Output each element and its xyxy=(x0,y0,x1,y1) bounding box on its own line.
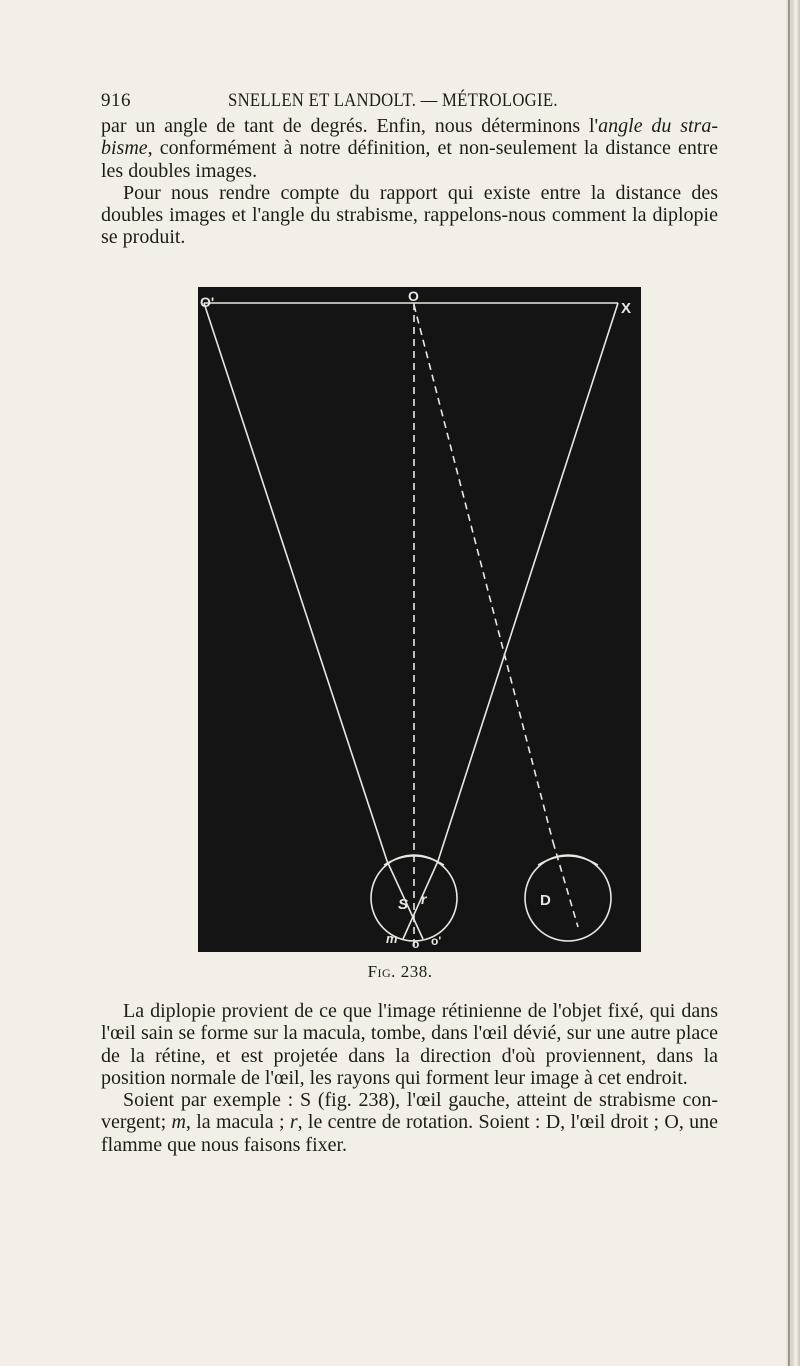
top-text-block xyxy=(101,115,718,249)
paragraph xyxy=(101,182,718,249)
label-o-prime: O' xyxy=(200,294,215,310)
label-x: X xyxy=(621,300,632,317)
label-o-prime-bottom: o' xyxy=(431,934,442,948)
label-m: m xyxy=(386,931,398,946)
page-edge-shadow xyxy=(788,0,790,1366)
text-segment: par un angle de tant de degrés. Enfin, nous déterminons l' xyxy=(101,115,599,137)
figure-background xyxy=(198,287,641,952)
italic-text: angle du stra- xyxy=(598,115,718,137)
label-o-bottom: o xyxy=(412,937,420,951)
italic-text: m xyxy=(171,1111,186,1134)
figure-caption-number: 238. xyxy=(400,962,433,981)
bottom-text-block xyxy=(101,1000,718,1156)
label-s: S xyxy=(398,896,409,913)
italic-text: bisme xyxy=(101,137,148,160)
figure-caption xyxy=(0,962,800,982)
page-number: 916 xyxy=(101,90,131,111)
label-d: D xyxy=(540,892,551,909)
italic-text: r xyxy=(289,1111,298,1134)
text-segment: , le centre de rotation. Soient : D, l'œil droit ; O, une flamme que nous faisons fixer. xyxy=(101,1111,719,1156)
label-o: O xyxy=(408,288,419,304)
figure-caption-word: Fig. xyxy=(367,962,396,981)
text-segment: , conformément à notre définition, et non-seulement la distance entre les doubles images. xyxy=(101,137,718,182)
running-title: SNELLEN ET LANDOLT. — MÉTROLOGIE. xyxy=(228,90,558,111)
text-segment: La diplopie provient de ce que l'image rétinienne de l'objet fixé, qui dans l'œil sain se forme sur la macula, tombe, dans l'œil dévié, sur une autre place de la rétine, et est projetée dans la direction d'où proviennent, dans la position normale de l'œil, les rayons qui forment leur image à cet endroit. xyxy=(101,1000,718,1089)
figure-238 xyxy=(198,287,641,952)
text-segment: , la macula ; xyxy=(185,1111,290,1134)
label-r: r xyxy=(421,891,427,907)
text-segment: Soient par exemple : S (fig. 238), l'œil gauche, atteint de strabisme con-vergent; xyxy=(101,1089,718,1134)
paragraph xyxy=(101,115,718,182)
diplopia-diagram xyxy=(198,287,641,952)
paragraph xyxy=(101,1000,718,1089)
paragraph xyxy=(101,1089,718,1156)
text-segment: Pour nous rendre compte du rapport qui existe entre la distance des doubles images et l'angle du strabisme, rappelons-nous comment la diplopie se produit. xyxy=(101,181,718,249)
